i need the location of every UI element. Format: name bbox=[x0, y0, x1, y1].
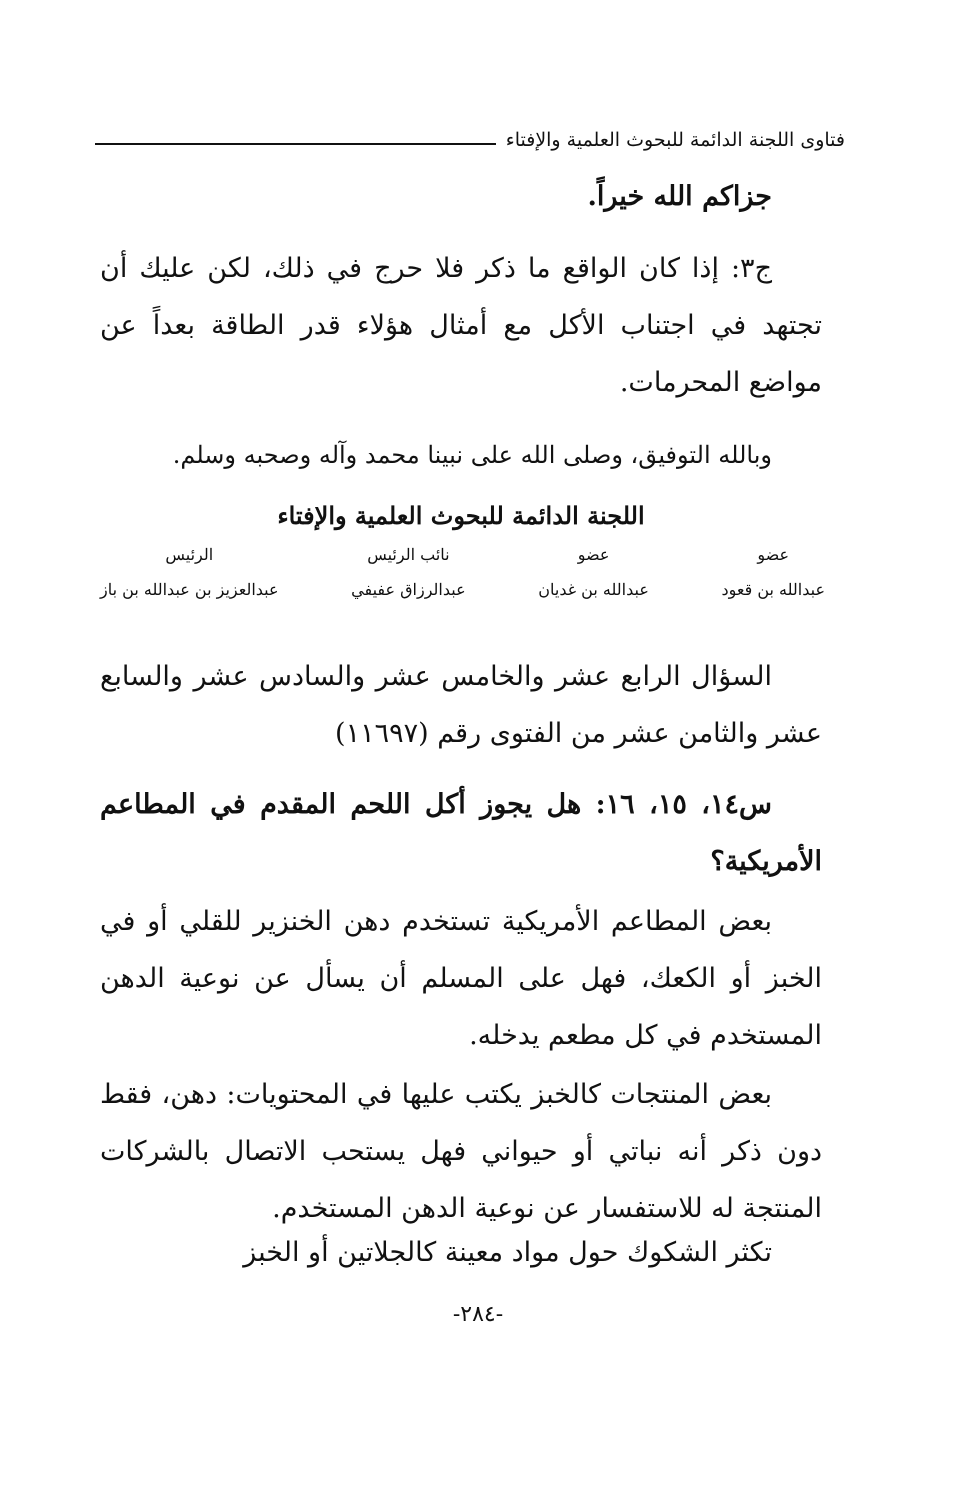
paragraph-3-block bbox=[100, 1224, 822, 1281]
question-14-text: س١٤، ١٥، ١٦: هل يجوز أكل اللحم المقدم في المطاعم الأمريكية؟ bbox=[100, 789, 822, 877]
member-role: عضو bbox=[757, 545, 790, 564]
page-number: -٢٨٤- bbox=[452, 1302, 504, 1327]
questions-intro-text: السؤال الرابع عشر والخامس عشر والسادس عشر والسابع عشر والثامن عشر من الفتوى رقم (١١٦٩٧) bbox=[100, 661, 822, 749]
blessing-block bbox=[100, 430, 822, 480]
member-name: عبدالعزيز بن عبدالله بن باز bbox=[100, 580, 279, 599]
closing-text: جزاكم الله خيراً. bbox=[587, 181, 772, 212]
page-header bbox=[95, 118, 845, 152]
questions-intro-block bbox=[100, 648, 822, 762]
committee-name: اللجنة الدائمة للبحوث العلمية والإفتاء bbox=[277, 501, 645, 530]
signature-member-3 bbox=[351, 540, 466, 610]
header-rule bbox=[95, 143, 496, 145]
signature-member-1 bbox=[721, 540, 825, 610]
paragraph-1-text: بعض المطاعم الأمريكية تستخدم دهن الخنزير للقلي أو في الخبز أو الكعك، فهل على المسلم أن يسأل عن نوعية الدهن المستخدم في كل مطعم يدخله. bbox=[100, 906, 822, 1051]
member-name: عبدالله بن غديان bbox=[538, 580, 649, 599]
signature-member-2 bbox=[538, 540, 649, 610]
header-title: فتاوى اللجنة الدائمة للبحوث العلمية والإفتاء bbox=[505, 129, 845, 152]
answer-3-block bbox=[100, 240, 822, 411]
member-name: عبدالرزاق عفيفي bbox=[351, 580, 466, 599]
signature-member-4 bbox=[100, 540, 279, 610]
blessing-text: وبالله التوفيق، وصلى الله على نبينا محمد وآله وصحبه وسلم. bbox=[172, 441, 772, 469]
member-role: عضو bbox=[577, 545, 610, 564]
signatures bbox=[100, 540, 825, 610]
answer-3-text: ج٣: إذا كان الواقع ما ذكر فلا حرج في ذلك، لكن عليك أن تجتهد في اجتناب الأكل مع أمثال هؤلاء قدر الطاقة بعداً عن مواضع المحرمات. bbox=[100, 253, 822, 398]
question-14-block bbox=[100, 776, 822, 890]
member-role: الرئيس bbox=[165, 545, 214, 564]
paragraph-1-block bbox=[100, 893, 822, 1064]
paragraph-2-block bbox=[100, 1066, 822, 1237]
closing-block bbox=[100, 168, 822, 225]
paragraph-3-text: تكثر الشكوك حول مواد معينة كالجلاتين أو الخبز bbox=[243, 1237, 772, 1268]
paragraph-2-text: بعض المنتجات كالخبز يكتب عليها في المحتويات: دهن، فقط دون ذكر أنه نباتي أو حيواني فهل يستحب الاتصال بالشركات المنتجة له للاستفسار عن نوعية الدهن المستخدم. bbox=[100, 1079, 823, 1224]
member-name: عبدالله بن قعود bbox=[721, 580, 825, 599]
member-role: نائب الرئيس bbox=[367, 545, 450, 564]
